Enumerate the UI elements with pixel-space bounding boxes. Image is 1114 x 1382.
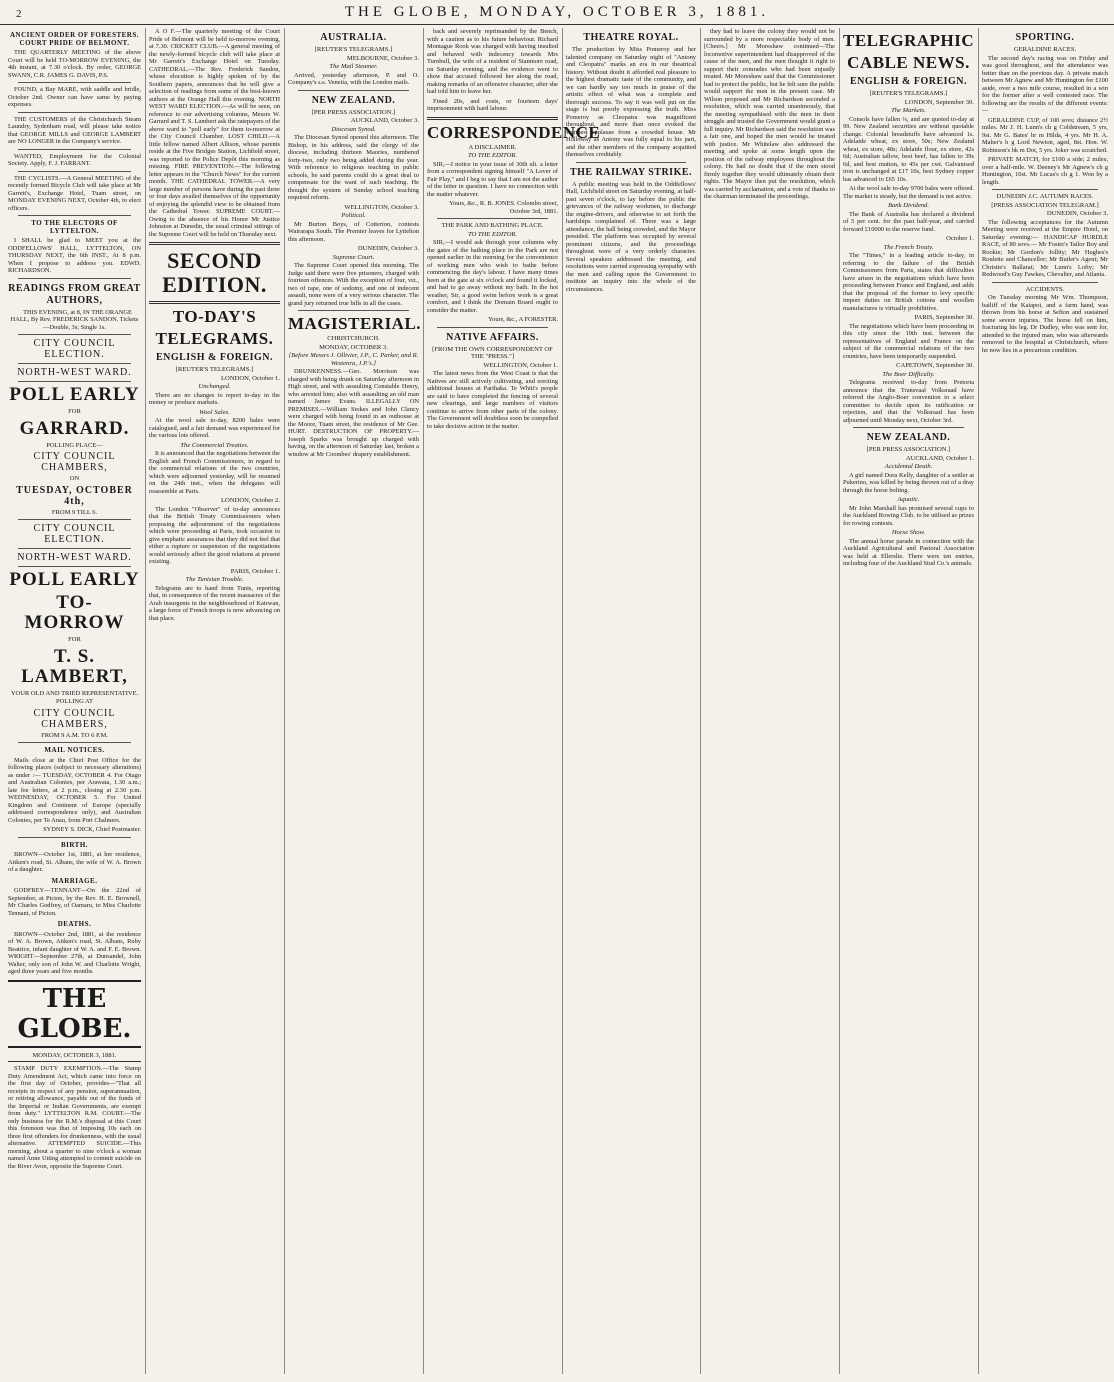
election-ad-ward: NORTH-WEST WARD. (17, 367, 132, 378)
election-ad-heading: CITY COUNCIL ELECTION. (33, 523, 116, 545)
section-heading: MAGISTERIAL. (288, 314, 422, 333)
column-5: THEATRE ROYAL. The production by Miss Pomeroy and her talented company on Saturday night of "Antony and Cleopatra" marks an era in our theatrical history. Without doubt it afforded real pleasure to the highest dramatic taste of the community, and we can hardly say too much in praise of the artistic effect of what was a complete and thorough success. To say it was well put on the stage is but poorly expressing the truth. Miss Pomeroy as Cleopatra was magnificent throughout, and more than once evoked the warmest applause from a crowded house. Mr Holloway as Antony was fully equal to his part, and the other members of the company acquitted themselves creditably. THE RAILWAY STRIKE. A public meeting was held in the Oddfellows' Hall, Lichfield street on Saturday evening, at half-past seven o'clock, to lay before the public the grievances of the railway workmen, to discharge the engine-drivers, and otherwise to set forth the hardships complained of. There was a large attendance, the hall being crowded, and the Mayor presided. The platform was occupied by several prominent citizens, and the proceedings throughout were of a very orderly character. Several speakers addressed the meeting, and resolutions were carried expressing sympathy with the men and calling upon the Government to institute an inquiry into the whole of the circumstances. (566, 32, 696, 293)
section-heading: THE RAILWAY STRIKE. (569, 166, 693, 178)
section-heading: BIRTH. (60, 840, 89, 849)
notice-body: THIS EVENING, at 8, IN THE ORANGE HALL, By Rev. FREDERICK SANDON. Tickets—Double, 3s; Single 1s. (10, 308, 139, 331)
section-heading: THEATRE ROYAL. (583, 32, 679, 43)
notice-body: FOUND, a Bay MARE, with saddle and bridle, October 2nd. Owner can have same by paying expenses. (8, 86, 141, 108)
election-ad-ward: NORTH-WEST WARD. (17, 552, 132, 563)
election-ad-poll: POLL EARLY (9, 569, 140, 590)
section-heading: AUSTRALIA. (320, 32, 387, 43)
column-2: A O F.—The quarterly meeting of the Court Pride of Belmont will be held to-morrow evening, at 7.30. CRICKET CLUB.—A general meeting of the newly-formed bicycle club will take place at Mr Garrett's Exchange Hotel on Tuesday. CATHEDRAL.—The Rev. Frederick Sandon, whose elocution is highly spoken of by the Southern papers, announces that he will give a selection of readings from some of the best-known authors at the Orange Hall this evening. NORTH WEST WARD ELECTION.—As will be seen, on reference to our advertising columns, Messrs W. Garrard and T. S. Lambert ask the ratepayers of the above ward to "poll early" for them to-morrow at the City Council Chamber. LOST CHILD.—A little fellow named Albert Allison, whose parents reside at the Five Bridges Station, Lichfield street, was reported to the Police Depôt this morning as missing. FIRE PREVENTION.—The following letter appears in the "Church News" for the current month. THE CATHEDRAL TOWER.—A very large number of persons have during the past three or four days availed themselves of the opportunity of enjoying the splendid view to be obtained from the Cathedral Tower. SUPREME COURT.—Owing to the absence of his Honor Mr Justice Johnston at Dunedin, the usual criminal sittings of the Supreme Court will be held on Thursday next. SECOND EDITION. TO-DAY'S TELEGRAMS. ENGLISH & FOREIGN. [REUTER'S TELEGRAMS.] LONDON, October 1. Unchanged. There are no changes to report to-day in the money or produce markets. Wool Sales. At the wool sale to-day, 8200 bales were catalogued, and a fair demand was experienced for the various lots offered. The Commercial Treaties. It is announced that the negotiations between the English and French Commissioners, in regard to the commercial relations of the two countries, which were adjourned yesterday, will be resumed on the 24th inst., when the delegates will reassemble at Paris. LONDON, October 2. The London "Observer" of to-day announces that the British Treaty Commissioners when proposing the adjournment of the negotiations which were proceeding at Paris, took occasion to give emphatic assurances that they did not feel that either a rupture or suspension of the negotiations would seriously affect the good relations at present existing. PARIS, October 1. The Tunisian Trouble. Telegrams are to hand from Tunis, reporting that, in consequence of the recent massacres of the Arab insurgents in the neighbourhood of Kairwan, a large force of French troops is now advancing on that place. (149, 28, 280, 622)
page-number: 2 (16, 8, 22, 20)
election-ad-heading: CITY COUNCIL ELECTION. (33, 338, 116, 360)
column-rule (423, 28, 424, 1374)
telegrams-heading: TO-DAY'S (172, 307, 257, 326)
globe-date: MONDAY, OCTOBER 3, 1881. (8, 1052, 141, 1063)
page-title: THE GLOBE, MONDAY, OCTOBER 3, 1881. (344, 4, 770, 20)
column-7: TELEGRAPHIC CABLE NEWS. ENGLISH & FOREIGN. [REUTER'S TELEGRAMS.] LONDON, September 30. The Markets. Consols have fallen ¼, and are quoted to-day at 99. New Zealand securities are without quotable change. Colonial breadstuffs have advanced 1s. Adelaide wheat, ex store, 50s; New Zealand wheat, ex store, 48s; Adelaide flour, ex store, 42s 6d; Australian tallow, best beef, has fallen to 39s 6d, and best mutton, to 45s per cwt. Galvanised iron is unchanged at £17 10s, best Sydney copper has advanced to £65 10s. At the wool sale to-day 9700 bales were offered. The market is steady, but the demand is not active. Bank Dividend. The Bank of Australia has declared a dividend of 5 per cent. for the past half-year, and carried forward £10000 to the reserve fund. October 1. The French Treaty. The "Times," in a leading article to-day, in referring to the failure of the British Commissioners from Paris, states that difficulties have arisen in the negotiations which have been proceeding between France and England, and adds that the proposal of the former to levy specific import duties on British cottons and woollen manufactures is virtually prohibitive. PARIS, September 30. The negotiations which have been proceeding in this city since the 19th inst. between the representatives of England and France on the subject of the commercial relations of the two countries, have been temporarily suspended. CAPETOWN, September 30. The Boer Difficulty. Telegrams received to-day from Pretoria announce that the Transvaal Volksraad have referred the Anglo-Boer convention to a select committee to decide upon its ratification or rejection, and that the Volksraad has been adjourned until Monday next, October 3rd. NEW ZEALAND. [PER PRESS ASSOCIATION.] AUCKLAND, October 1. Accidental Death. A girl named Dora Kelly, daughter of a settler at Pukerino, was killed by being thrown out of a dray through the horse bolting. Aquatic. Mr John Marshall has promised several cups to the Auckland Rowing Club, to be utilised as prizes for rowing contests. Horse Show. The annual horse parade in connection with the Auckland Agricultural and Pastoral Association was held at Ellerslie. There were ten entries, including four of the Auckland Stud Co.'s animals. (843, 31, 975, 567)
notice-body: THE CYCLISTS.—A General MEETING of the recently formed Bicycle Club will take place at Mr Garrett's, Exchange Hotel, Tuam street, on MONDAY EVENING NEXT, October 4th, to elect officers. (8, 174, 141, 212)
section-heading: DEATHS. (57, 920, 92, 928)
notice-body: I SHALL be glad to MEET you at the ODDFELLOWS' HALL, LYTTELTON, ON THURSDAY NEXT, the 6th INST., At 8 p.m. When I propose to address you. EDWD. RICHARDSON. (8, 237, 141, 274)
column-rule (978, 28, 979, 1374)
column-rule (562, 28, 563, 1374)
article-body: STAMP DUTY EXEMPTION.—The Stamp Duty Amendment Act, which came into force on the first day of October, provides—"That all receipts in respect of any pension, superannuation, or retiring allowance, payable out of the funds of the Imperial or Indian Governments, are exempt from duty." LYTTELTON R.M. COURT.—The only business for the R.M.'s disposal at this Court this forenoon was that of imposing 10s each on three first offenders for drunkenness, with the usual alternative. ATTEMPTED SUICIDE.—This morning, about a quarter to nine o'clock a woman named Anne Utting attempted to commit suicide on the River Avon, opposite the Supreme Court. (8, 1065, 141, 1170)
column-6: they had to leave the colony they would not be surrounded by a more respectable body of men. [Cheers.] Mr Moreshaw continued—The locomotive superintendent had disapproved of the cause of the men, and the men thought it right to support their comrades who had been unjustly treated. Mr Moreshaw said that the Commissioner had to protect the public, but he felt sure the public would support the men in the present case. Mr Wilson proposed and Mr Richardson seconded a resolution, which was carried unanimously, that the meeting sympathised with the men in their struggle and trusted the Government would grant a full inquiry. Mr Richardson said the resolution was a fair one, and hoped the men would be treated with justice. Mr Whitelaw also addressed the meeting and spoke at some length upon the position of the railway employees throughout the colony. He had no doubt that if the men stood firmly together they would ultimately obtain their rights. The Mayor then put the resolution, which was carried by acclamation, and a vote of thanks to the chairman terminated the proceedings. (704, 28, 835, 200)
section-heading: NEW ZEALAND. (311, 94, 396, 106)
section-heading: MAIL NOTICES. (44, 746, 105, 754)
section-heading: NEW ZEALAND. (866, 432, 951, 443)
election-ad-poll: POLL EARLY (9, 384, 140, 405)
section-heading: SPORTING. (1015, 32, 1075, 43)
section-heading: CORRESPONDENCE (427, 122, 601, 142)
column-8: SPORTING. GERALDINE RACES. The second day's racing was on Friday and was good throughout, and the attendance was better than on the previous day. A private match between Mr Agnew and Mr Huntington for £100 aside, over a two mile course, resulted in a win for the former after a well contested race. The following are the results of the different events:— GERALDINE CUP, of 100 sovs; distance 2½ miles. Mr J. H. Lunn's ch g Coldstream, 5 yrs, 9st. Mr G. Bates' br m Hilda, 4 yrs. Mr H. A. Maher's b g Lord Newton, aged, 8st. Hon. W. Robinson's bk m Dot, 5 yrs. Joker was scratched. PRIVATE MATCH, for £100 a side; 2 miles; over a half-mile. W. Deeney's Mr Agnew's ch g Huntington, 10st. Mr Lucas's ch g 1. Won by a length. DUNEDIN J.C. AUTUMN RACES. [PRESS ASSOCIATION TELEGRAM.] DUNEDIN, October 3. The following acceptances for the Autumn Meeting were received at the Empire Hotel, on Saturday evening:— HANDICAP HURDLE RACE, of 80 sovs.— Mr Foster's Tailor Boy and Rookie; Mr Gordon's Jollity; Mr Hughes's Roulette and Chancellor; Mr Butler's Agent; Mr Christie's Ballarat; Mr Lunn's Lofty; Mr Redwood's Guy Fawkes, Chevalier, and Atlanta. ACCIDENTS. On Tuesday morning Mr Wm. Thompson, bailiff of the Kaiapoi, and a farm hand, was thrown from his horse at Sefton and sustained some severe injuries. The horse fell on him, fracturing his leg. Dr Dudley, who was sent for, attended to the injured man, who was afterwards removed to the hospital at Christchurch, where he now lies in a precarious condition. (982, 32, 1108, 354)
column-rule (839, 28, 840, 1374)
article-body: A O F.—The quarterly meeting of the Court Pride of Belmont will be held to-morrow evening, at 7.30. CRICKET CLUB.—A general meeting of the newly-formed bicycle club will take place at Mr Garrett's Exchange Hotel on Tuesday. CATHEDRAL.—The Rev. Frederick Sandon, whose elocution is highly spoken of by the Southern papers, announces that he will give a selection of readings from some of the best-known authors at the Orange Hall this evening. NORTH WEST WARD ELECTION.—As will be seen, on reference to our advertising columns, Messrs W. Garrard and T. S. Lambert ask the ratepayers of the above ward to "poll early" for them to-morrow at the City Council Chamber. LOST CHILD.—A little fellow named Albert Allison, whose parents reside at the Five Bridges Station, Lichfield street, was reported to the Police Depôt this morning as missing. FIRE PREVENTION.—The following letter appears in the "Church News" for the current month. THE CATHEDRAL TOWER.—A very large number of persons have during the past three or four days availed themselves of the opportunity of enjoying the splendid view to be obtained from the Cathedral Tower. SUPREME COURT.—Owing to the absence of his Honor Mr Justice Johnston at Dunedin, the usual criminal sittings of the Supreme Court will be held on Thursday next. (149, 28, 280, 238)
globe-nameplate: THE GLOBE. (8, 980, 141, 1048)
section-heading: MARRIAGE. (51, 876, 98, 885)
notice-body: THE CUSTOMERS of the Christchurch Steam Laundry, Sydenham road, will please take notice that GEORGE MILLS and GEORGE LAMBERT are NO LONGER in the Company's service. (8, 115, 141, 145)
election-ad-candidate: T. S. LAMBERT, (21, 645, 128, 687)
column-1: ANCIENT ORDER OF FORESTERS. COURT PRIDE OF BELMONT. THE QUARTERLY MEETING of the above Court will be held TO-MORROW EVENING, the 4th instant, at 7.30 o'clock. By order, GEORGE SWANN, C.R. JAMES G. DAVIS, P.S. FOUND, a Bay MARE, with saddle and bridle, October 2nd. Owner can have same by paying expenses. THE CUSTOMERS of the Christchurch Steam Laundry, Sydenham road, will please take notice that GEORGE MILLS and GEORGE LAMBERT are NO LONGER in the Company's service. WANTED, Employment for the Colonial Society. Apply, F. J. FARRANT. THE CYCLISTS.—A General MEETING of the recently formed Bicycle Club will take place at Mr Garrett's, Exchange Hotel, Tuam street, on MONDAY EVENING NEXT, October 4th, to elect officers. TO THE ELECTORS OF LYTTELTON. I SHALL be glad to MEET you at the ODDFELLOWS' HALL, LYTTELTON, ON THURSDAY NEXT, the 6th INST., At 8 p.m. When I propose to address you. EDWD. RICHARDSON. READINGS FROM GREAT AUTHORS, THIS EVENING, at 8, IN THE ORANGE HALL, By Rev. FREDERICK SANDON. Tickets—Double, 3s; Single 1s. CITY COUNCIL ELECTION. NORTH-WEST WARD. POLL EARLY FOR GARRARD. POLLING PLACE— CITY COUNCIL CHAMBERS, ON TUESDAY, OCTOBER 4th, FROM 9 TILL 6. CITY COUNCIL ELECTION. NORTH-WEST WARD. POLL EARLY TO-MORROW FOR T. S. LAMBERT, YOUR OLD AND TRIED REPRESENTATIVE. POLLING AT CITY COUNCIL CHAMBERS, FROM 9 A.M. TO 6 P.M. MAIL NOTICES. Mails close at the Chief Post Office for the following places (subject to necessary alterations) as under :— TUESDAY, OCTOBER 4. For Otago and Australian Colonies, per Arawata, 1.30 a.m.; late fee letters, at 2 p.m., closing at 2.30 p.m. WEDNESDAY, OCTOBER 5. For United Kingdom and Continent of Europe (specially addressed correspondence only), and Australian Colonies, per Te Anau, from Port Chalmers. SYDNEY S. DICK, Chief Postmaster. BIRTH. BROWN—October 1st, 1881, at her residence, Aitken's road, St. Albans, the wife of W. A. Brown of a daughter. MARRIAGE. GODFREY—TENNANT—On the 22nd of September, at Picton, by the Rev. H. E. Brownell, Mr Charles Godfrey, of Oamaru, to Miss Charlotte Tennant, of Picton. DEATHS. BROWN—October 2nd, 1881, at the residence of W. A. Brown, Aitken's road, St. Albans, Ruby Beatrice, infant daughter of W. A. and F. E. Brown. WRIGHT—September 27th, at Dunsandel, John Walter, only son of John W. and Charlotte Wright, aged three years and five months. THE GLOBE. MONDAY, OCTOBER 3, 1881. STAMP DUTY EXEMPTION.—The Stamp Duty Amendment Act, which came into force on the first day of October, provides—"That all receipts in respect of any pension, superannuation, or retiring allowance, payable out of the funds of the Imperial or Indian Governments, are exempt from duty." LYTTELTON R.M. COURT.—The only business for the R.M.'s disposal at this Court this forenoon was that of imposing 10s each on three first offenders for drunkenness, with the usual alternative. ATTEMPTED SUICIDE.—This morning, about a quarter to nine o'clock a woman named Anne Utting attempted to commit suicide on the River Avon, opposite the Supreme Court. (8, 31, 141, 1170)
notice-heading: ANCIENT ORDER OF FORESTERS. COURT PRIDE OF BELMONT. (9, 31, 140, 47)
masthead (0, 0, 1114, 25)
column-rule (700, 28, 701, 1374)
column-rule (284, 28, 285, 1374)
column-3: AUSTRALIA. [REUTER'S TELEGRAMS.] MELBOURNE, October 3. The Mail Steamer. Arrived, yesterday afternoon, P. and O. Company's s.s. Venetia, with the London mails. NEW ZEALAND. [PER PRESS ASSOCIATION.] AUCKLAND, October 3. Diocesan Synod. The Diocesan Synod opened this afternoon. The Bishop, in his address, said the clergy of the diocese, including thirteen Maories, numbered forty-two, only two being added during the year. With reference to religious teaching in public schools, he said parents could do a great deal to compensate for the want of such teaching. He thought the system of Sunday school teaching required reform. WELLINGTON, October 3. Political. Mr Burton Boys, of Cotterton, contests Wairarapa South. The Premier leaves for Lyttelton this afternoon. DUNEDIN, October 3. Supreme Court. The Supreme Court opened this morning. The Judge said there were five prisoners, charged with fourteen offences. With the exception of four, viz., two of rape, one of sodomy, and one of indecent assault, none were of a very serious character. The grand jury returned true bills in all the cases. MAGISTERIAL. CHRISTCHURCH. MONDAY, OCTOBER 3. [Before Messrs J. Ollivier, J.P., C. Parker, and R. Westenra, J.P.'s.] DRUNKENNESS.—Geo. Morrison was charged with being drunk on Saturday afternoon in High street, and with assaulting Constable Henry, who arrested him; also with assaulting an old man named James Evans. ILLEGALLY ON PREMISES.—William Stokes and John Clancy were charged with being found in an outhouse at the Moore, Tuam street, the residence of Mr Gee. HURT. DESTRUCTION OF PROPERTY.—Joseph Sparks was brought up charged with having, on the afternoon of Saturday last, broken a window at Mr Coombes' drapery establishment. (288, 32, 422, 458)
election-ad-candidate: GARRARD. (19, 417, 130, 439)
second-edition-heading: SECOND EDITION. (162, 248, 267, 297)
column-4: back and severely reprimanded by the Bench, with a caution as to his future behaviour. Richard Montague Rook was charged with having insulted and behaved with indecency towards Mrs Turnbull, the wife of a resident of Stanmore road, on Saturday evening, and the evidence went to show that accused followed her along the road, making remarks of an offensive character, after she had told him to leave her. Fined 20s, and costs, or fourteen days' imprisonment with hard labour. CORRESPONDENCE A DISCLAIMER. TO THE EDITOR. SIR,—I notice in your issue of 30th ult. a letter from a correspondent signing himself "A Lover of Fair Play," and I beg to say that I am not the author of the letter in question. I have no connection with the matter whatever. Yours, &c., R. B. JONES. Colombo street, October 3rd, 1881. THE PARK AND BATHING PLACE. TO THE EDITOR. SIR,—I would ask through your columns why the gates of the bathing place in the Park are not opened earlier in the morning for the convenience of working men who wish to bathe before commencing the day's labour. I have many times been at the gate at six o'clock and found it locked, and had to go away without my bath. In the hot weather, Sir, a good swim before work is a great comfort, and I think the Domain Board ought to consider the matter. Yours, &c., A FORESTER. NATIVE AFFAIRS. [FROM THE OWN CORRESPONDENT OF THE "PRESS."] WELLINGTON, October 1. The latest news from the West Coast is that the Natives are still actively cultivating, and erecting additional houses at Parihaka. Te Whiti's people are said to have completed the fencing of several new clearings, and large numbers of visitors continue to arrive from other parts of the colony. The Government will doubtless soon be compelled to take decisive action in the matter. (427, 28, 601, 430)
section-heading: TELEGRAPHIC (843, 31, 975, 50)
notice-heading: TO THE ELECTORS OF LYTTELTON. (31, 219, 118, 235)
column-rule (145, 28, 146, 1374)
notice-body: THE QUARTERLY MEETING of the above Court will be held TO-MORROW EVENING, the 4th instant, at 7.30 o'clock. By order, GEORGE SWANN, C.R. JAMES G. DAVIS, P.S. (8, 49, 141, 79)
section-heading: NATIVE AFFAIRS. (446, 331, 539, 343)
notice-body: WANTED, Employment for the Colonial Society. Apply, F. J. FARRANT. (8, 152, 141, 167)
notice-heading: READINGS FROM GREAT AUTHORS, (8, 282, 141, 306)
